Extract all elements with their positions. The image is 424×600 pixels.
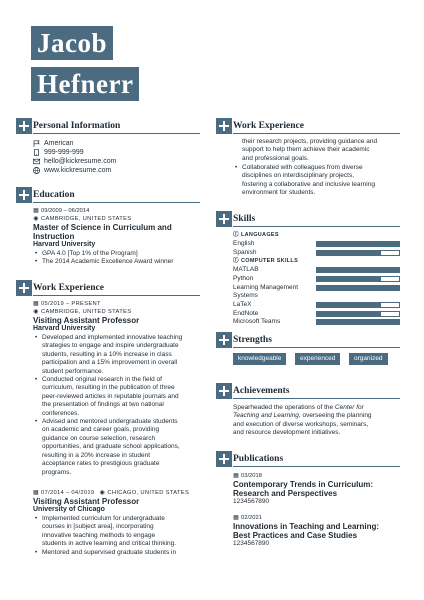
plus-icon <box>16 280 32 296</box>
section-achievements <box>216 383 400 399</box>
section-publications <box>216 451 400 467</box>
skill-label: Spanish <box>233 249 257 256</box>
divider <box>233 347 400 348</box>
list-item: • Developed and implemented innovative teaching strategies to engage and inspire undergraduate students, resulting in a 10% increase in class participation and a 15% improvement in overall student performance. <box>33 334 208 376</box>
publication-title: Contemporary Trends in Curriculum: <box>233 480 374 489</box>
name-last: Hefnerr <box>31 67 139 101</box>
publication-title: Best Practices and Case Studies <box>233 531 358 540</box>
plus-icon <box>216 332 232 348</box>
section-strengths <box>216 332 400 348</box>
skill-bar <box>316 241 400 247</box>
divider <box>233 133 400 134</box>
job1-title: Visiting Assistant Professor <box>33 316 140 325</box>
globe-icon <box>33 167 40 174</box>
plus-icon <box>216 118 232 134</box>
plus-icon <box>16 118 32 134</box>
job1-dates: ▦ 05/2019 – PRESENT <box>33 301 101 307</box>
section-education <box>16 187 200 203</box>
list-item: • GPA 4.0 [Top 1% of the Program] <box>33 250 203 258</box>
calendar-icon: ▦ <box>33 490 39 496</box>
email[interactable]: hello@kickresume.com <box>44 158 117 165</box>
list-item: • Mentored and supervised graduate students in <box>33 549 208 557</box>
section-personal-info <box>16 118 200 134</box>
list-item: • Advised and mentored undergraduate students on academic and career goals, providing guidance on course selection, research opportunities, and graduate school applications, resulting in a 20% increase in student acceptance rates to prestigious graduate programs. <box>33 418 208 477</box>
divider <box>233 398 400 399</box>
phone: 999-999-999 <box>44 149 84 156</box>
degree-line2: Instruction <box>33 232 75 241</box>
info-icon: Ⓘ <box>233 232 239 238</box>
skill-label: Microsoft Teams <box>233 318 281 325</box>
plus-icon <box>216 211 232 227</box>
location-pin-icon: ◉ <box>33 309 39 315</box>
skill-bar <box>316 285 400 291</box>
publication-title: Research and Perspectives <box>233 489 338 498</box>
skills-computer-label: Ⓘ COMPUTER SKILLS <box>233 258 299 264</box>
skill-bar <box>316 302 400 308</box>
skill-bar <box>316 267 400 273</box>
flag-icon <box>33 140 40 147</box>
publication-date: ▦ 03/2018 <box>233 473 262 479</box>
job2-title: Visiting Assistant Professor <box>33 497 140 506</box>
list-item: • Conducted original research in the field of curriculum, resulting in the publication of three peer-reviewed articles in reputable journals and the presentation of findings at two national conferences. <box>33 376 208 418</box>
section-title: Skills <box>233 214 256 224</box>
section-title: Work Experience <box>33 283 104 293</box>
skill-bar <box>316 319 400 325</box>
location-pin-icon: ◉ <box>99 490 106 496</box>
skill-bar <box>316 311 400 317</box>
job1-location: ◉ CAMBRIDGE, UNITED STATES <box>33 309 132 315</box>
section-title: Work Experience <box>233 121 304 131</box>
section-work-experience-cont <box>216 118 400 134</box>
divider <box>233 226 400 227</box>
skill-label: Python <box>233 275 254 282</box>
section-title: Education <box>33 190 75 200</box>
calendar-icon: ▦ <box>233 473 239 479</box>
education-bullets <box>33 250 203 267</box>
publication-title: Innovations in Teaching and Learning: <box>233 522 380 531</box>
section-title: Publications <box>233 454 284 464</box>
strength-tag: experienced <box>295 353 340 365</box>
skills-languages-label: Ⓘ LANGUAGES <box>233 232 279 238</box>
job1-org: Harvard University <box>33 325 96 332</box>
publication-number: 1234567890 <box>233 498 270 505</box>
section-work-experience <box>16 280 200 296</box>
divider <box>233 466 400 467</box>
location-pin-icon: ◉ <box>33 216 39 222</box>
plus-icon <box>216 383 232 399</box>
calendar-icon: ▦ <box>33 301 39 307</box>
job2-org: University of Chicago <box>33 506 105 513</box>
plus-icon <box>216 451 232 467</box>
work-continued-text: their research projects, providing guidance and support to help them achieve their academic and professional goals. <box>242 138 378 162</box>
section-title: Strengths <box>233 335 272 345</box>
skill-label: EndNote <box>233 310 259 317</box>
skill-bar <box>316 276 400 282</box>
skill-label: Systems <box>233 292 258 299</box>
skill-bar <box>316 250 400 256</box>
plus-icon <box>16 187 32 203</box>
skill-label: LaTeX <box>233 301 252 308</box>
section-title: Personal Information <box>33 121 121 131</box>
list-item: • Implemented curriculum for undergraduate courses in [subject area], incorporating innovative teaching methods to engage students in active learning and critical thinking. <box>33 515 208 549</box>
section-skills <box>216 211 400 227</box>
list-item: • Collaborated with colleagues from diverse disciplines on interdisciplinary projects, fostering a collaborative and inclusive learning environment for students. <box>233 164 408 198</box>
phone-icon <box>33 149 40 156</box>
website[interactable]: www.kickresume.com <box>44 167 112 174</box>
strength-tag: knowledgeable <box>233 353 286 365</box>
list-item: • The 2014 Academic Excellence Award winner <box>33 258 203 266</box>
achievement-text: Spearheaded the operations of the Center for Teaching and Learning, overseeing the planning and execution of diverse workshops, seminars, and resource development initiatives. <box>233 404 372 437</box>
job1-bullets <box>33 334 208 477</box>
divider <box>33 202 200 203</box>
work-continued-bullets <box>233 164 408 198</box>
mail-icon <box>33 158 40 165</box>
job2-bullets <box>33 515 208 557</box>
calendar-icon: ▦ <box>233 515 239 521</box>
skill-label: MATLAB <box>233 266 259 273</box>
publication-number: 1234567890 <box>233 540 270 547</box>
job2-dates-location: ▦ 07/2014 – 04/2019 ◉ CHICAGO, UNITED STATES <box>33 490 190 496</box>
education-dates: ▦ 09/2009 – 06/2014 <box>33 208 90 214</box>
divider <box>33 295 200 296</box>
skill-label: English <box>233 240 255 247</box>
nationality: American <box>44 140 74 147</box>
name-first: Jacob <box>31 26 113 60</box>
section-title: Achievements <box>233 386 290 396</box>
divider <box>33 133 200 134</box>
school-name: Harvard University <box>33 241 96 248</box>
strength-tag: organized <box>349 353 388 365</box>
info-icon: Ⓘ <box>233 258 239 264</box>
skill-label: Learning Management <box>233 284 299 291</box>
education-location: ◉ CAMBRIDGE, UNITED STATES <box>33 216 132 222</box>
degree-line1: Master of Science in Curriculum and <box>33 223 172 232</box>
calendar-icon: ▦ <box>33 208 39 214</box>
publication-date: ▦ 02/2021 <box>233 515 262 521</box>
